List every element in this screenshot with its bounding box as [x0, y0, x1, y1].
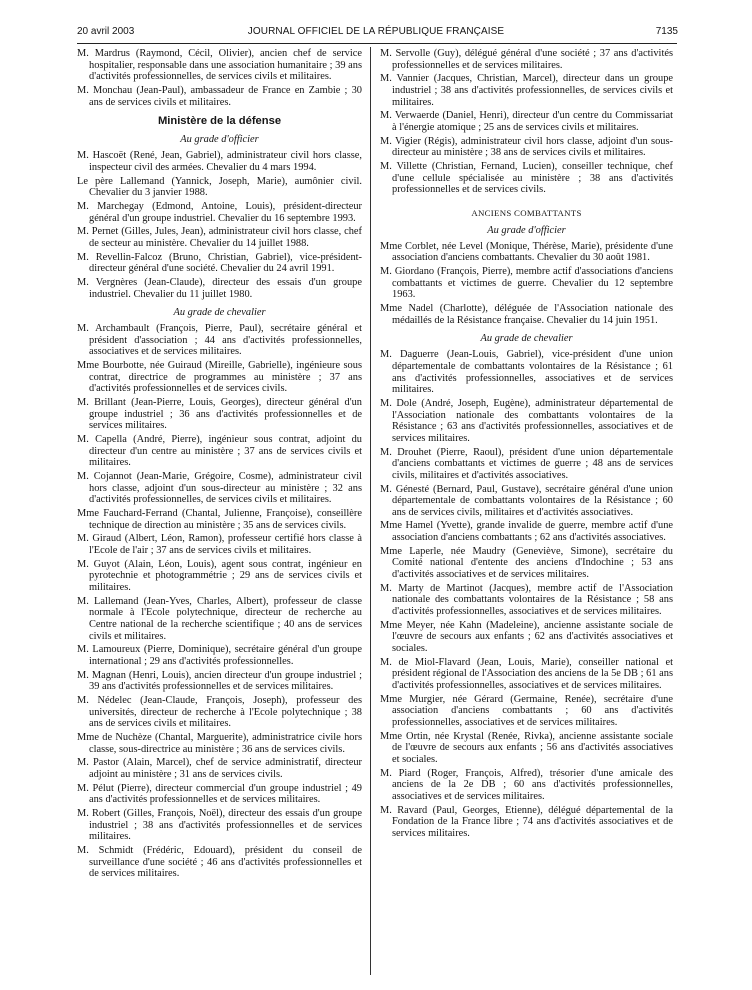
right-officier-list: [380, 241, 673, 327]
honoree-entry: M. Marty de Martinot (Jacques), membre actif de l'Association nationale des combattants volontaires de la Résistance ; 58 ans d'activités professionnelles, associatives et de services militaires.: [380, 582, 673, 617]
honoree-entry: M. Vannier (Jacques, Christian, Marcel), directeur dans un groupe industriel ; 38 ans d'activités professionnelles, de services civils et militaires.: [380, 73, 673, 108]
honoree-entry: M. Drouhet (Pierre, Raoul), président d'une union départementale d'anciens combattants et victimes de guerre ; 48 ans de services civils, militaires et d'activités associatives.: [380, 446, 673, 481]
honoree-entry: M. Vergnères (Jean-Claude), directeur des essais d'un groupe industriel. Chevalier du 11 juillet 1980.: [77, 277, 362, 300]
honoree-entry: M. Nédelec (Jean-Claude, François, Joseph), professeur des universités, directeur de recherche à l'Ecole polytechnique ; 38 ans de services civils et militaires.: [77, 695, 362, 730]
honoree-entry: M. Génesté (Bernard, Paul, Gustave), secrétaire général d'une union départementale de combattants volontaires de la Résistance ; 60 ans de services civils, militaires et d'activités associatives.: [380, 483, 673, 518]
honoree-entry: M. Ravard (Paul, Georges, Etienne), délégué départemental de la Fondation de la France libre ; 74 ans d'activités associatives et de services militaires.: [380, 804, 673, 839]
honoree-entry: M. Magnan (Henri, Louis), ancien directeur d'un groupe industriel ; 39 ans d'activités professionnelles et de services militaires.: [77, 669, 362, 693]
honoree-entry: Mme Fauchard-Ferrand (Chantal, Julienne, Françoise), conseillère technique de direction au ministère ; 35 ans de services civils.: [77, 508, 362, 531]
right-officier-heading: Au grade d'officier: [487, 224, 566, 236]
honoree-entry: M. Lallemand (Jean-Yves, Charles, Albert), professeur de classe normale à l'Ecole polytechnique, directeur de recherche au Centre national de la recherche scientifique ; 40 ans de services civils et militaires.: [77, 595, 362, 642]
honoree-entry: M. Marchegay (Edmond, Antoine, Louis), président-directeur général d'un groupe industriel. Chevalier du 16 septembre 1993.: [77, 200, 362, 224]
left-intro-list: [77, 48, 362, 108]
honoree-entry: Mme Murgier, née Gérard (Germaine, Renée), secrétaire d'une association d'anciens combattants ; 60 ans d'activités professionnelles, associatives et de services militaires.: [380, 693, 673, 728]
honoree-entry: Mme Corblet, née Level (Monique, Thérèse, Marie), présidente d'une association d'anciens combattants. Chevalier du 30 août 1981.: [380, 240, 673, 264]
honoree-entry: Mme Hamel (Yvette), grande invalide de guerre, membre actif d'une association d'anciens combattants ; 62 ans d'activités associatives.: [380, 520, 673, 544]
honoree-entry: Mme Nadel (Charlotte), déléguée de l'Association nationale des médaillés de la Résistance française. Chevalier du 14 juin 1951.: [380, 303, 673, 326]
column-divider: [370, 47, 371, 975]
honoree-entry: M. Revellin-Falcoz (Bruno, Christian, Gabriel), vice-président-directeur général d'une société. Chevalier du 24 avril 1991.: [77, 251, 362, 275]
honoree-entry: Mme de Nuchèze (Chantal, Marguerite), administratrice civile hors classe, sous-directrice au ministère ; 36 ans de services civils.: [77, 732, 362, 755]
honoree-entry: M. Capella (André, Pierre), ingénieur sous contrat, adjoint du directeur d'un centre au ministère ; 37 ans de services civils et militaires.: [77, 434, 362, 469]
honoree-entry: M. Pastor (Alain, Marcel), chef de service administratif, directeur adjoint au ministère ; 31 ans de services civils.: [77, 757, 362, 781]
honoree-entry: M. Robert (Gilles, François, Noël), directeur des essais d'un groupe industriel ; 38 ans d'activités professionnelles et de services militaires.: [77, 808, 362, 843]
right-chevalier-list: [380, 349, 673, 839]
honoree-entry: M. Lamoureux (Pierre, Dominique), secrétaire général d'un groupe international ; 29 ans d'activités professionnelles.: [77, 644, 362, 667]
header-rule: [77, 43, 677, 44]
honoree-entry: M. Hascoët (René, Jean, Gabriel), administrateur civil hors classe, inspecteur civil des armées. Chevalier du 4 mars 1994.: [77, 150, 362, 173]
honoree-entry: M. de Miol-Flavard (Jean, Louis, Marie), conseiller national et président régional de l'Association des anciens de la 5e DB ; 61 ans d'activités professionnelles, associatives et de services militaires.: [380, 656, 673, 691]
honoree-entry: M. Giraud (Albert, Léon, Ramon), professeur certifié hors classe à l'Ecole de l'air ; 37 ans de services civils et militaires.: [77, 533, 362, 557]
right-intro-list: [380, 48, 673, 196]
honoree-entry: M. Archambault (François, Pierre, Paul), secrétaire général et président d'association ; 44 ans d'activités professionnelles, associatives et de services militaires.: [77, 323, 362, 358]
honoree-entry: M. Guyot (Alain, Léon, Louis), agent sous contrat, ingénieur en pyrotechnie et photogrammétrie ; 29 ans de services civils et militaires.: [77, 558, 362, 593]
header-page-number: 7135: [655, 26, 678, 37]
left-chevalier-heading: Au grade de chevalier: [173, 307, 266, 319]
honoree-entry: M. Cojannot (Jean-Marie, Grégoire, Cosme), administrateur civil hors classe, adjoint d'un sous-directeur au ministère ; 32 ans d'activités professionnelles, de services civils et militaires.: [77, 471, 362, 506]
page-header: [0, 26, 752, 42]
honoree-entry: M. Mardrus (Raymond, Cécil, Olivier), ancien chef de service hospitalier, responsable dans une association humanitaire ; 39 ans d'activités professionnelles, de services civils et militaires.: [77, 48, 362, 83]
right-column: [380, 48, 673, 968]
left-column: [77, 48, 362, 968]
honoree-entry: M. Brillant (Jean-Pierre, Louis, Georges), directeur général d'un groupe industriel ; 36 ans d'activités professionnelles et de services militaires.: [77, 397, 362, 432]
left-chevalier-list: [77, 323, 362, 880]
honoree-entry: M. Pélut (Pierre), directeur commercial d'un groupe industriel ; 49 ans d'activités professionnelles et de services militaires.: [77, 782, 362, 806]
left-officier-heading: Au grade d'officier: [180, 134, 259, 146]
right-chevalier-heading: Au grade de chevalier: [480, 333, 573, 345]
honoree-entry: Mme Ortin, née Krystal (Renée, Rivka), ancienne assistante sociale de l'œuvre de secours aux enfants ; 56 ans d'activités associatives et sociales.: [380, 730, 673, 765]
section-title: Ministère de la défense: [157, 115, 282, 128]
subsection-title: ANCIENS COMBATTANTS: [471, 207, 582, 218]
honoree-entry: M. Giordano (François, Pierre), membre actif d'associations d'anciens combattants et victimes de guerre. Chevalier du 12 septembre 1963.: [380, 266, 673, 301]
honoree-entry: M. Monchau (Jean-Paul), ambassadeur de France en Zambie ; 30 ans de services civils et militaires.: [77, 84, 362, 108]
honoree-entry: Le père Lallemand (Yannick, Joseph, Marie), aumônier civil. Chevalier du 3 janvier 1988.: [77, 175, 362, 199]
honoree-entry: M. Pernet (Gilles, Jules, Jean), administrateur civil hors classe, chef de secteur au ministère. Chevalier du 14 juillet 1988.: [77, 226, 362, 249]
header-date: 20 avril 2003: [77, 26, 135, 37]
honoree-entry: M. Piard (Roger, François, Alfred), trésorier d'une amicale des anciens de la 2e DB ; 60 ans d'activités professionnelles, associatives et de services militaires.: [380, 767, 673, 802]
honoree-entry: M. Servolle (Guy), délégué général d'une société ; 37 ans d'activités professionnelles et de services militaires.: [380, 48, 673, 71]
honoree-entry: M. Villette (Christian, Fernand, Lucien), conseiller technique, chef d'une cellule spécialisée au ministère ; 38 ans d'activités professionnelles et de services civils.: [380, 161, 673, 196]
honoree-entry: M. Schmidt (Frédéric, Edouard), président du conseil de surveillance d'une société ; 46 ans d'activités professionnelles et de services militaires.: [77, 845, 362, 880]
honoree-entry: M. Vigier (Régis), administrateur civil hors classe, adjoint d'un sous-directeur au ministère ; 38 ans de services civils et militaires.: [380, 135, 673, 159]
honoree-entry: M. Verwaerde (Daniel, Henri), directeur d'un centre du Commissariat à l'énergie atomique ; 25 ans de services civils et militaires.: [380, 110, 673, 133]
honoree-entry: Mme Bourbotte, née Guiraud (Mireille, Gabrielle), ingénieure sous contrat, directrice de programmes au ministère ; 37 ans d'activités professionnelles et de services civils.: [77, 360, 362, 395]
header-title: JOURNAL OFFICIEL DE LA RÉPUBLIQUE FRANÇAISE: [247, 26, 505, 37]
honoree-entry: M. Dole (André, Joseph, Eugène), administrateur départemental de l'Association nationale des combattants volontaires de la Résistance ; 63 ans d'activités professionnelles, associatives et de services militaires.: [380, 397, 673, 444]
honoree-entry: Mme Laperle, née Maudry (Geneviève, Simone), secrétaire du Comité national d'entente des anciens d'Indochine ; 53 ans d'activités associatives et de services militaires.: [380, 545, 673, 581]
honoree-entry: Mme Meyer, née Kahn (Madeleine), ancienne assistante sociale de l'œuvre de secours aux enfants ; 62 ans d'activités associatives et sociales.: [380, 619, 673, 654]
honoree-entry: M. Daguerre (Jean-Louis, Gabriel), vice-président d'une union départementale de combattants volontaires de la Résistance ; 61 ans d'activités professionnelles, associatives et de services militaires.: [380, 349, 673, 396]
left-officier-list: [77, 150, 362, 300]
